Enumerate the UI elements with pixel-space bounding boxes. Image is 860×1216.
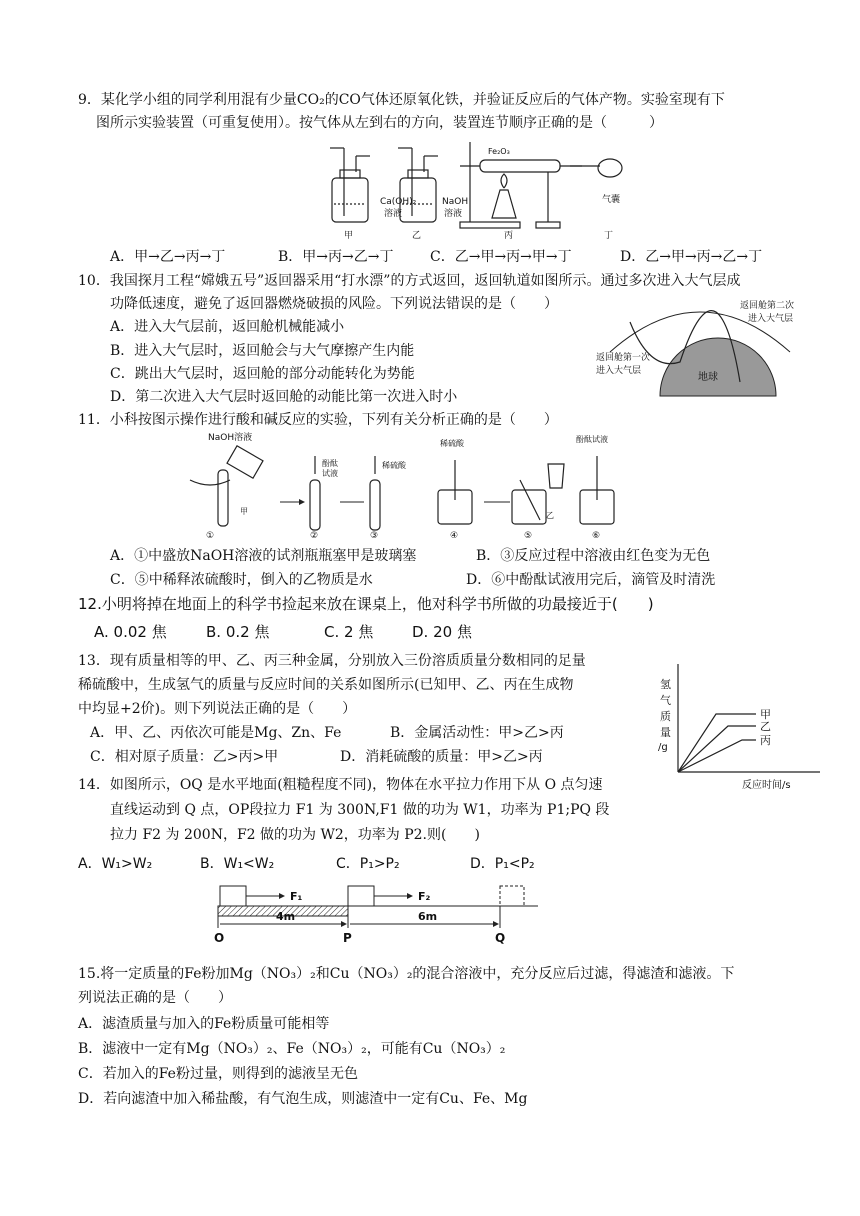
q13-stem-line1: 13．现有质量相等的甲、乙、丙三种金属，分别放入三份溶质质量分数相同的足量: [78, 653, 586, 669]
q15-stem-line2: 列说法正确的是（ ）: [78, 990, 232, 1006]
q13-option-c[interactable]: C．相对原子质量：乙>丙>甲: [90, 749, 279, 765]
q13-option-a[interactable]: A．甲、乙、丙依次可能是Mg、Zn、Fe: [90, 725, 342, 741]
block-at-q-dashed: [500, 886, 524, 906]
bottle-yi: [398, 148, 438, 222]
tube-bing: [460, 142, 582, 228]
q11-fenti-2: 试液: [322, 469, 338, 478]
q9-naoh-label: NaOH: [442, 197, 469, 207]
q11-option-d[interactable]: D．⑥中酚酞试液用完后，滴管及时清洗: [466, 572, 716, 588]
q14-force-figure: [208, 884, 548, 946]
q11-stem: 11．小科按图示操作进行酸和碱反应的实验，下列有关分析正确的是（ ）: [78, 412, 558, 428]
q9-rongye-label-2: 溶液: [444, 209, 463, 219]
earth-shape: [660, 338, 776, 396]
q11-option-b[interactable]: B．③反应过程中溶液由红色变为无色: [476, 548, 711, 564]
q9-label-yi: 乙: [412, 231, 422, 241]
q10-second-label-2: 进入大气层: [748, 314, 794, 324]
q11-n6: ⑥: [592, 531, 601, 541]
q14-p: P: [343, 931, 352, 945]
q15-option-b[interactable]: B．滤液中一定有Mg（NO₃）₂、Fe（NO₃）₂，可能有Cu（NO₃）₂: [78, 1041, 506, 1057]
q14-stem-line3: 拉力 F2 为 200N，F2 做的功为 W2，功率为 P2.则( ): [110, 827, 480, 843]
q14-stem-line1: 14．如图所示，OQ 是水平地面(粗糙程度不同)，物体在水平拉力作用下从 O 点匀速: [78, 777, 603, 793]
q11-xiliusuan-label-2: 稀硫酸: [440, 439, 464, 448]
q12-option-d[interactable]: D. 20 焦: [412, 623, 472, 641]
q10-option-d[interactable]: D．第二次进入大气层时返回舱的动能比第一次进入时小: [110, 389, 458, 405]
q10-first-label-2: 进入大气层: [596, 366, 642, 376]
q14-q: Q: [495, 931, 506, 945]
q15-option-d[interactable]: D．若向滤渣中加入稀盐酸，有气泡生成，则滤渣中一定有Cu、Fe、Mg: [78, 1091, 528, 1107]
q10-first-label-1: 返回舱第一次: [596, 353, 651, 363]
q9-option-c[interactable]: C．乙→甲→丙→甲→丁: [430, 249, 572, 265]
q13-option-b[interactable]: B．金属活动性：甲>乙>丙: [390, 725, 564, 741]
q12-option-c[interactable]: C. 2 焦: [324, 623, 374, 641]
q9-fe2o3-label: Fe₂O₃: [488, 147, 510, 156]
q13-ylabel-0: 氢: [660, 678, 671, 691]
q11-option-c[interactable]: C．⑤中稀释浓硫酸时，倒入的乙物质是水: [110, 572, 373, 588]
q9-label-ding: 丁: [604, 231, 614, 241]
q10-option-a[interactable]: A．进入大气层前，返回舱机械能减小: [110, 319, 345, 335]
step5-beaker: [512, 464, 564, 524]
q14-stem-line2: 直线运动到 Q 点，OP段拉力 F1 为 300N,F1 做的功为 W1，功率为 P1;PQ 段: [110, 802, 610, 818]
q13-series-jia: 甲: [760, 708, 771, 721]
q11-n2: ②: [310, 531, 319, 541]
q9-apparatus-figure: [320, 138, 650, 242]
q11-experiment-figure: [180, 430, 640, 542]
step1-pour: [190, 446, 263, 526]
block-at-o: [220, 886, 246, 906]
q14-o: O: [214, 931, 225, 945]
step2-tube: [310, 456, 320, 530]
q11-n3: ③: [370, 531, 379, 541]
q12-option-b[interactable]: B. 0.2 焦: [206, 623, 270, 641]
q9-rongye-label-1: 溶液: [384, 209, 403, 219]
q13-hydrogen-chart: [650, 660, 830, 790]
q9-option-a[interactable]: A．甲→乙→丙→丁: [110, 249, 226, 265]
step3-tube: [370, 456, 380, 530]
step4-beaker: [438, 460, 472, 524]
q9-stem-line2: 图所示实验装置（可重复使用）。按气体从左到右的方向，装置连节顺序正确的是（ ）: [96, 115, 663, 131]
q15-stem-line1: 15.将一定质量的Fe粉加Mg（NO₃）₂和Cu（NO₃）₂的混合溶液中，充分反应后过滤，得滤渣和滤液。下: [78, 966, 735, 982]
q9-label-bing: 丙: [504, 231, 514, 241]
q11-n1: ①: [206, 531, 215, 541]
q11-n4: ④: [450, 531, 459, 541]
q9-option-b[interactable]: B．甲→丙→乙→丁: [278, 249, 394, 265]
q13-xlabel: 反应时间/s: [742, 780, 791, 791]
q11-yi-label: 乙: [546, 511, 554, 520]
q13-option-d[interactable]: D．消耗硫酸的质量：甲>乙>丙: [340, 749, 543, 765]
q13-stem-line2: 稀硫酸中，生成氢气的质量与反应时间的关系如图所示(已知甲、乙、丙在生成物: [78, 677, 574, 693]
series-jia-line: [678, 714, 756, 772]
q10-second-label-1: 返回舱第二次: [740, 301, 795, 311]
series-yi-line: [678, 726, 756, 772]
q11-fenti-1: 酚酞: [322, 459, 338, 468]
step6-bottle: [580, 456, 614, 524]
q11-fenti-shiye: 酚酞试液: [576, 435, 608, 444]
q15-option-c[interactable]: C．若加入的Fe粉过量，则得到的滤液呈无色: [78, 1066, 358, 1082]
q14-option-a[interactable]: A．W₁>W₂: [78, 856, 153, 872]
q9-option-d[interactable]: D．乙→甲→丙→乙→丁: [620, 249, 763, 265]
q11-option-a[interactable]: A．①中盛放NaOH溶液的试剂瓶瓶塞甲是玻璃塞: [110, 548, 417, 564]
q11-jia-label: 甲: [240, 507, 248, 516]
q10-trajectory-figure: [590, 292, 810, 402]
q10-option-b[interactable]: B．进入大气层时，返回舱会与大气摩擦产生内能: [110, 343, 415, 359]
q14-option-d[interactable]: D．P₁<P₂: [470, 856, 535, 872]
q13-ylabel-4: /g: [658, 742, 668, 753]
q14-d2: 6m: [418, 910, 438, 923]
bottle-jia: [330, 148, 370, 222]
q13-ylabel-3: 量: [660, 726, 671, 739]
earth-label: 地球: [698, 372, 718, 383]
q14-d1: 4m: [276, 910, 296, 923]
q12-stem: 12.小明将掉在地面上的科学书捡起来放在课桌上，他对科学书所做的功最接近于( ): [78, 595, 654, 613]
q13-stem-line3: 中均显+2价)。则下列说法正确的是（ ）: [78, 701, 357, 717]
q11-xiliusuan-label: 稀硫酸: [382, 461, 406, 470]
q9-label-jia: 甲: [344, 231, 354, 241]
series-bing-line: [678, 740, 756, 772]
q10-option-c[interactable]: C．跳出大气层时，返回舱的部分动能转化为势能: [110, 366, 415, 382]
q14-option-b[interactable]: B．W₁<W₂: [200, 856, 275, 872]
q11-naoh-label: NaOH溶液: [208, 433, 253, 443]
q9-caoh-label: Ca(OH)₂: [380, 197, 417, 207]
block-at-p: [348, 886, 374, 906]
q13-ylabel-2: 质: [660, 710, 671, 723]
q9-qinang-label: 气囊: [602, 195, 621, 205]
q14-option-c[interactable]: C．P₁>P₂: [336, 856, 400, 872]
q10-stem-line1: 10．我国探月工程“嫦娥五号”返回器采用“打水漂”的方式返回，返回轨道如图所示。通过多次进入大气层成: [78, 273, 741, 289]
q10-stem-line2: 功降低速度，避免了返回器燃烧破损的风险。下列说法错误的是（ ）: [110, 296, 558, 312]
q13-series-bing: 丙: [760, 734, 771, 747]
q11-n5: ⑤: [524, 531, 533, 541]
q15-option-a[interactable]: A．滤渣质量与加入的Fe粉质量可能相等: [78, 1016, 330, 1032]
balloon-ding: [570, 159, 622, 177]
q13-ylabel-1: 气: [660, 694, 671, 707]
q12-option-a[interactable]: A. 0.02 焦: [94, 623, 167, 641]
q14-f1: F₁: [290, 890, 303, 903]
q14-f2: F₂: [418, 890, 431, 903]
q9-stem-line1: 9．某化学小组的同学利用混有少量CO₂的CO气体还原氧化铁，并验证反应后的气体产物。实验室现有下: [78, 92, 725, 108]
q13-series-yi: 乙: [760, 720, 771, 733]
